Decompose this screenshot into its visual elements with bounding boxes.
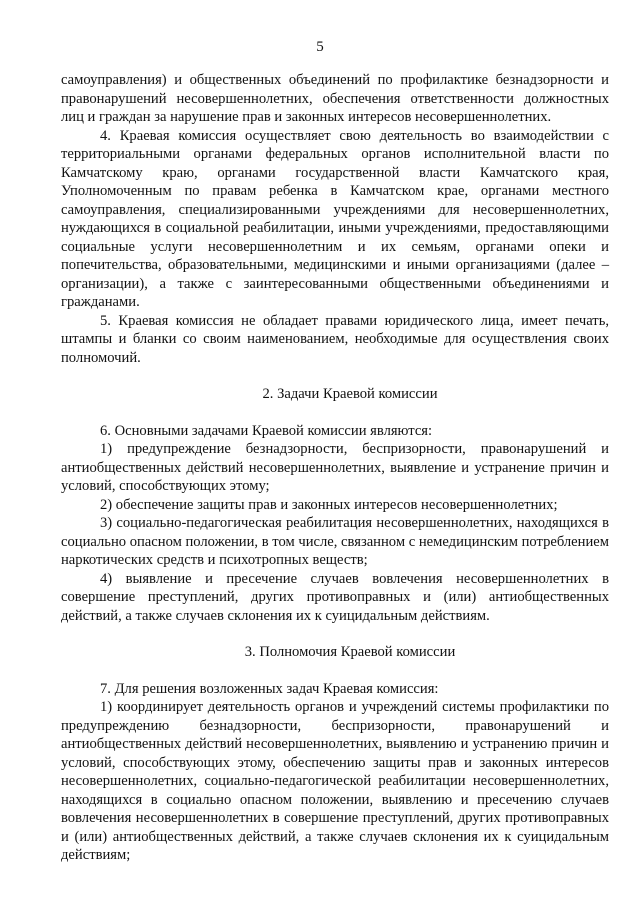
list-item-task-1: 1) предупреждение безнадзорности, беспризорности, правонарушений и антиобщественных действий несовершеннолетних, выявление и устранение причин и условий, способствующих этому; <box>61 441 609 494</box>
spacer <box>61 367 609 385</box>
paragraph-item-4: 4. Краевая комиссия осуществляет свою деятельность во взаимодействии с территориальными органами федеральных органов исполнительной власти по Камчатскому краю, органами государственной власти Камчатского края, Уполномоченным по правам ребенка в Камчатском крае, органами местного самоуправления, специализированными учреждениями для несовершеннолетних, нуждающихся в социальной реабилитации, иными учреждениями, предоставляющими социальные услуги несовершеннолетним и их семьям, органами опеки и попечительства, образовательными, медицинскими и иными организациями (далее – организации), а также с заинтересованными общественными объединениями и гражданами. <box>61 127 609 310</box>
section-heading-powers: 3. Полномочия Краевой комиссии <box>244 644 456 660</box>
paragraph-item-5: 5. Краевая комиссия не обладает правами юридического лица, имеет печать, штампы и бланки со своим наименованием, необходимые для осуществления своих полномочий. <box>61 312 609 366</box>
page-number: 5 <box>316 39 324 55</box>
list-item-task-3: 3) социально-педагогическая реабилитация несовершеннолетних, находящихся в социально опасном положении, в том числе, связанном с немедицинским потреблением наркотических средств и психотропных веществ; <box>61 515 609 568</box>
paragraph-continuation: самоуправления) и общественных объединений по профилактике безнадзорности и правонарушений несовершеннолетних, обеспечения ответственности должностных лиц и граждан за нарушение прав и законных интересов несовершеннолетних. <box>61 72 609 125</box>
section-heading-tasks: 2. Задачи Краевой комиссии <box>262 386 438 402</box>
list-item-task-4: 4) выявление и пресечение случаев вовлечения несовершеннолетних в совершение преступлений, других противоправных и (или) антиобщественных действий, а также случаев склонения их к суицидальным действиям. <box>61 570 609 624</box>
list-item-task-2: 2) обеспечение защиты прав и законных интересов несовершеннолетних; <box>100 496 558 513</box>
paragraph-item-7: 7. Для решения возложенных задач Краевая комиссия: <box>100 680 439 697</box>
spacer <box>61 662 609 680</box>
document-body <box>61 71 609 865</box>
list-item-power-1: 1) координирует деятельность органов и учреждений системы профилактики по предупреждению безнадзорности, беспризорности, правонарушений и антиобщественных действий несовершеннолетних, выявлению и устранению причин и условий, способствующих этому, обеспечению защиты прав и законных интересов несовершеннолетних, социально-педагогической реабилитации несовершеннолетних, находящихся в социально опасном положении, выявлению и пресечению случаев вовлечения несовершеннолетних в совершение преступлений, других противоправных и (или) антиобщественных действий, а также случаев склонения их к суицидальным действиям; <box>61 699 609 863</box>
spacer <box>61 625 609 643</box>
paragraph-item-6: 6. Основными задачами Краевой комиссии являются: <box>100 422 433 439</box>
spacer <box>61 404 609 422</box>
